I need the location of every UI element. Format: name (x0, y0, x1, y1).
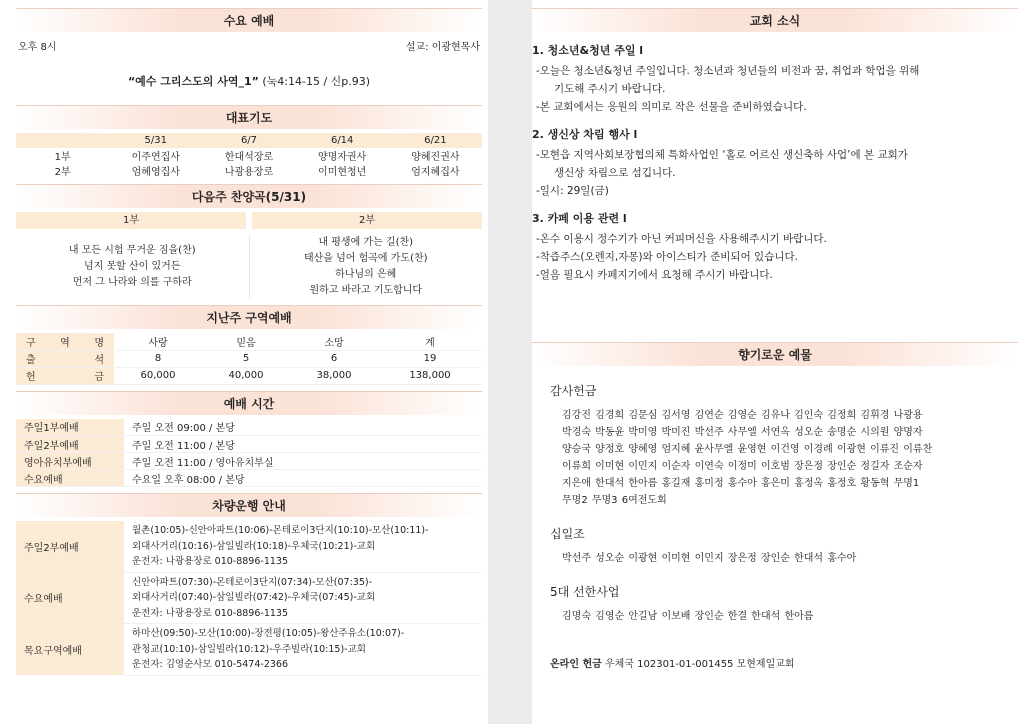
district-cell: 8 (114, 350, 202, 367)
district-cell: 38,000 (290, 367, 378, 384)
district-cell: 19 (378, 350, 482, 367)
prayer-name: 나광용장로 (224, 167, 274, 178)
sermon (16, 53, 482, 105)
news-header: 교회 소식 (532, 8, 1018, 32)
prayer-name: 이미현청년 (318, 167, 367, 178)
district-cell: 6 (290, 350, 378, 367)
hymn-part1-header: 1부 (16, 212, 246, 229)
service-label: 수요예배 (16, 470, 124, 487)
offering-group-title: 십일조 (550, 527, 585, 541)
hymn-item: 넘지 못할 산이 있거든 (84, 261, 181, 272)
district-cell: 40,000 (202, 367, 290, 384)
offering-group-title: 감사헌금 (550, 384, 597, 398)
news-line: -착즙주스(오렌지,자몽)와 아이스티가 준비되어 있습니다. (536, 251, 798, 263)
service-label: 주일2부예배 (16, 436, 124, 453)
prayer-row (16, 163, 482, 178)
district-cell: 5 (202, 350, 290, 367)
sermon-title: “예수 그리스도의 사역_1” (127, 75, 259, 88)
bus-line: 하마산(09:50)-모산(10:00)-장전평(10:05)-왕산주유소(10:07)- (132, 628, 405, 639)
prayer-name: 양명자권사 (318, 152, 367, 163)
news-line: -얼음 필요시 카페지기에서 요청해 주시기 바랍니다. (536, 269, 773, 281)
news-item (532, 42, 1016, 116)
offering-group (550, 583, 1014, 625)
offering-name-line: 김강진 김경희 김문심 김서영 김연순 김영순 김유나 김인숙 김정희 김휘경 나광용 (562, 410, 923, 421)
prayer-table (16, 133, 482, 178)
news-line: -모현읍 지역사회보장협의체 특화사업인 ‘홀로 어르신 생신축하 사업’에 본 교회가 (536, 149, 908, 161)
prayer-name: 엄혜영집사 (131, 167, 180, 178)
sermon-reference: (눅4:14-15 / 신p.93) (258, 75, 371, 88)
hymn-item: 내 모든 시험 무거운 짐을(찬) (68, 245, 196, 256)
offering-name-line: 이류희 이미현 이민지 이순자 이연숙 이정미 이호범 장은정 장인순 정길자 조순자 (562, 461, 923, 472)
news-item-title: 3. 카페 이용 관련 l (532, 212, 627, 225)
district-row-label: 출 석 (16, 350, 114, 367)
bus-line: 관청교(10:10)-삼일빌라(10:12)-우주빌라(10:15)-교회 (132, 643, 366, 655)
district-col: 소망 (290, 333, 378, 350)
page-gutter (488, 0, 532, 724)
prayer-date: 6/21 (389, 133, 482, 148)
bus-route (124, 624, 482, 676)
hymn-lists (16, 229, 482, 305)
district-row (16, 350, 482, 367)
bus-line: 외대사거리(07:40)-삼일빌라(07:42)-우체국(07:45)-교회 (132, 592, 376, 603)
service-time: 오후 8시 (18, 42, 57, 53)
bus-label: 목요구역예배 (16, 624, 124, 676)
bus-row (16, 521, 482, 572)
service-value: 주일 오전 09:00 / 본당 (124, 419, 482, 436)
prayer-row (16, 148, 482, 163)
offering-group-title: 5대 선한사업 (550, 585, 620, 599)
hymn-item: 원하고 바라고 기도합니다 (309, 285, 423, 296)
prayer-name: 이주연집사 (131, 152, 180, 163)
service-row (16, 419, 482, 436)
offering-name-line: 양승국 양정호 양혜영 엄지혜 윤사무엘 윤영현 이건영 이경례 이광현 이류진 이류찬 (562, 444, 933, 455)
bus-header: 차량운행 안내 (16, 493, 482, 517)
hymn-header: 다음주 찬양곡(5/31) (16, 184, 482, 208)
services-table (16, 419, 482, 488)
prayer-corner (16, 133, 109, 148)
service-label: 영아유치부예배 (16, 453, 124, 470)
district-header: 지난주 구역예배 (16, 305, 482, 329)
news-line: -본 교회에서는 응원의 의미로 작은 선물을 준비하였습니다. (536, 101, 807, 113)
hymn-part-headers (16, 212, 482, 229)
offering-group (550, 525, 1014, 567)
offering-names (550, 550, 1014, 567)
offering-names (550, 608, 1014, 625)
service-row (16, 470, 482, 487)
news-line: -온수 이용시 정수기가 아닌 커피머신을 사용해주시기 바랍니다. (536, 233, 827, 245)
prayer-label: 1부 (54, 152, 71, 163)
bus-label: 수요예배 (16, 572, 124, 624)
news-line-cont: 기도해 주시기 바랍니다. (554, 83, 666, 95)
bus-row (16, 624, 482, 676)
bus-row (16, 572, 482, 624)
news-item-title: 2. 생신상 차림 행사 l (532, 128, 638, 141)
service-row (16, 436, 482, 453)
news-item-title: 1. 청소년&청년 주일 l (532, 44, 644, 57)
offering-names (550, 407, 1014, 509)
offering-name-line: 박경숙 박동윤 박미영 박미진 박선주 사무엘 서연옥 성오순 송명순 시의원 양명자 (562, 427, 923, 438)
bus-driver: 운전자: 나광용장로 010-8896-1135 (132, 556, 288, 567)
district-col: 믿음 (202, 333, 290, 350)
news-list (532, 32, 1018, 284)
district-row-label: 헌 금 (16, 367, 114, 384)
preacher: 설교: 이광현목사 (405, 42, 480, 53)
right-page (532, 8, 1018, 670)
online-offering (550, 655, 1014, 670)
bus-driver: 운전자: 나광용장로 010-8896-1135 (132, 607, 288, 619)
news-line: -일시: 29일(금) (536, 185, 609, 197)
service-value: 수요일 오후 08:00 / 본당 (124, 470, 482, 487)
bus-driver: 운전자: 김영순사모 010-5474-2366 (132, 659, 288, 670)
service-value: 주일 오전 11:00 / 영아유치부실 (124, 453, 482, 470)
prayer-date: 5/31 (109, 133, 202, 148)
hymn-part2-list (249, 235, 483, 299)
prayer-label: 2부 (54, 167, 71, 178)
services-header: 예배 시간 (16, 391, 482, 415)
left-page (16, 8, 482, 676)
online-offering-label: 온라인 헌금 (550, 659, 602, 670)
district-row (16, 367, 482, 384)
wed-service-header: 수요 예배 (16, 8, 482, 32)
bus-route (124, 521, 482, 572)
prayer-date: 6/14 (296, 133, 389, 148)
bus-line: 외대사거리(10:16)-삼일빌라(10:18)-우체국(10:21)-교회 (132, 540, 376, 552)
service-value: 주일 오전 11:00 / 본당 (124, 436, 482, 453)
district-col: 사랑 (114, 333, 202, 350)
offering-name-line: 무명2 무명3 6여전도회 (562, 495, 667, 506)
hymn-item: 하나님의 은혜 (335, 269, 397, 280)
hymn-item: 내 평생에 가는 길(찬) (318, 237, 414, 248)
bus-table (16, 521, 482, 676)
service-row (16, 453, 482, 470)
offering-name-line: 박선주 성오순 이광현 이미현 이민지 장은정 장인순 한대석 홍수아 (562, 553, 857, 564)
prayer-name: 양혜진권사 (411, 152, 460, 163)
offering-group (550, 382, 1014, 509)
news-line-cont: 생신상 차림으로 섬깁니다. (554, 167, 676, 179)
hymn-item: 먼저 그 나라와 의를 구하라 (72, 277, 192, 288)
hymn-part2-header: 2부 (252, 212, 482, 229)
prayer-header: 대표기도 (16, 105, 482, 129)
bus-label: 주일2부예배 (16, 521, 124, 572)
wed-service-info (16, 32, 482, 53)
offering-name-line: 지은애 한대석 한아름 홍길재 홍미정 홍수아 홍은미 홍정옥 홍정호 황동혁 무명1 (562, 478, 920, 489)
bus-route (124, 572, 482, 624)
offering-name-line: 김명숙 김영순 안길남 이보배 장인순 한결 한대석 한아름 (562, 611, 814, 622)
district-cell: 60,000 (114, 367, 202, 384)
offering-header: 향기로운 예물 (532, 342, 1018, 366)
news-item (532, 126, 1016, 200)
service-label: 주일1부예배 (16, 419, 124, 436)
prayer-name: 엄지혜집사 (411, 167, 460, 178)
offering-list (532, 366, 1018, 670)
bus-line: 신안아파트(07:30)-몬테로이3단지(07:34)-모산(07:35)- (132, 576, 372, 588)
district-col: 계 (378, 333, 482, 350)
prayer-name: 한대석장로 (224, 152, 274, 163)
district-cell: 138,000 (378, 367, 482, 384)
hymn-part1-list (16, 235, 249, 299)
prayer-date-row (16, 133, 482, 148)
prayer-date: 6/7 (202, 133, 295, 148)
district-table (16, 333, 482, 385)
hymn-item: 태산을 넘어 험곡에 가도(찬) (303, 253, 428, 264)
bus-line: 월촌(10:05)-신안아파트(10:06)-몬테로이3단지(10:10)-모산(10:11)- (132, 525, 429, 536)
district-col-label: 구 역 명 (16, 333, 114, 350)
news-line: -오늘은 청소년&청년 주일입니다. 청소년과 청년들의 비전과 꿈, 취업과 학업을 위해 (536, 65, 920, 77)
district-header-row (16, 333, 482, 350)
news-item (532, 210, 1016, 284)
online-offering-account: 우체국 102301-01-001455 모현제일교회 (601, 659, 795, 670)
